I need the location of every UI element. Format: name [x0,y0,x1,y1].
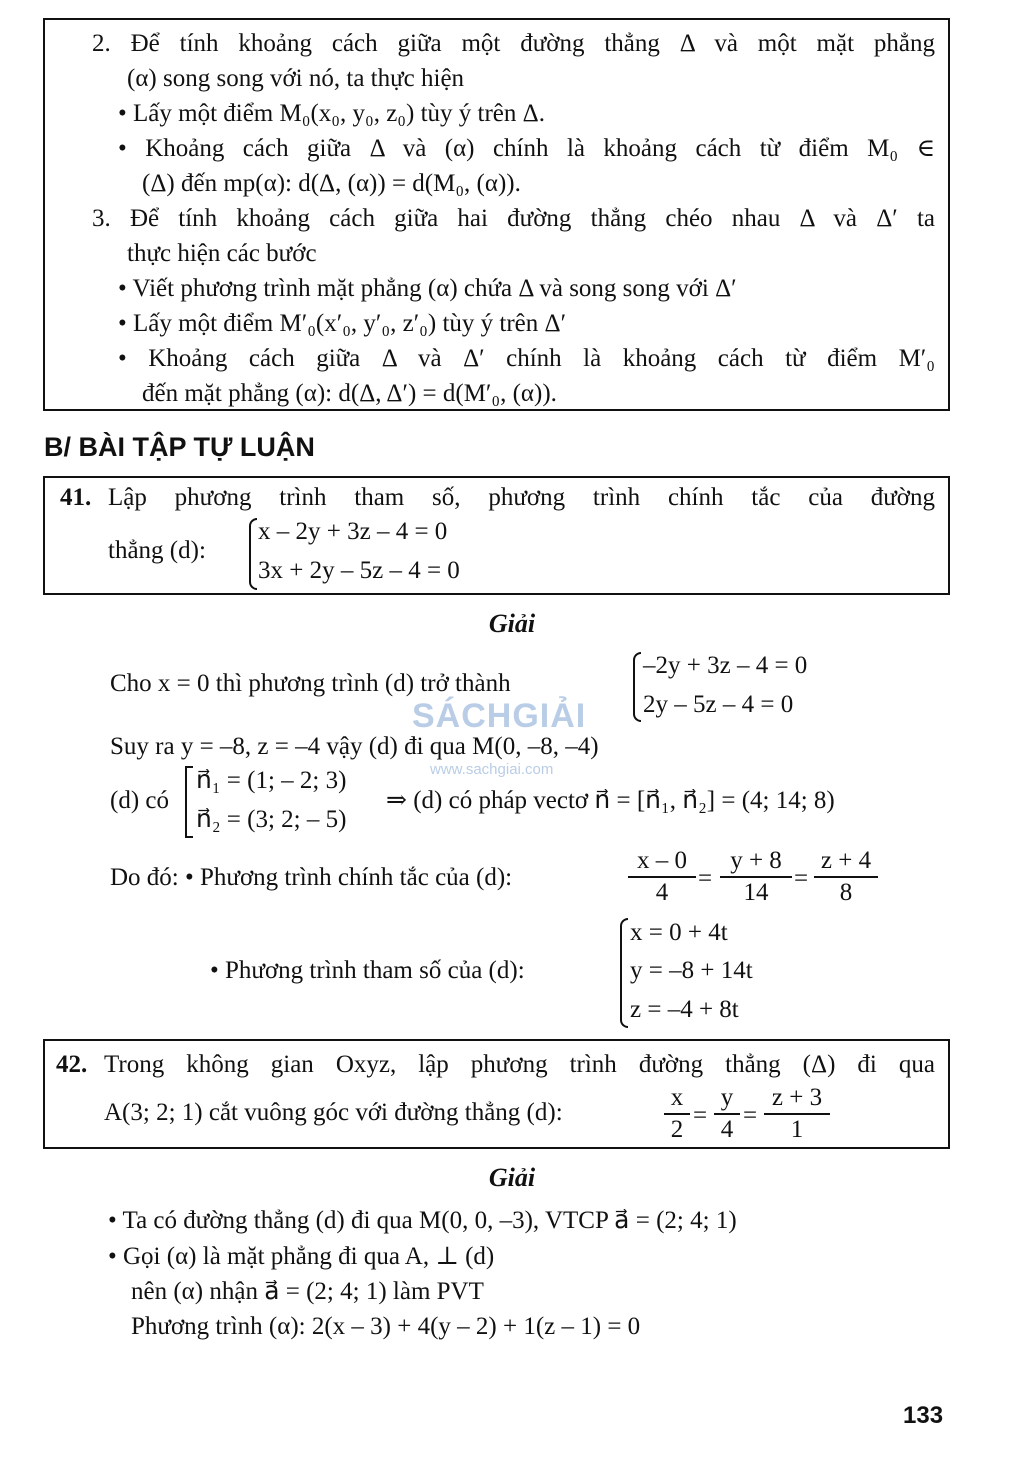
exercise-41-eq1: x – 2y + 3z – 4 = 0 [258,518,448,545]
item3-bullet3-line1: • Khoảng cách giữa Δ và Δ′ chính là khoảng cách từ điểm M′₀ [118,345,935,372]
canonical-fraction-1-num: x – 0 [628,846,696,878]
line-d-fraction-1-den: 2 [670,1116,684,1143]
section-title: B/ BÀI TẬP TỰ LUẬN [44,432,315,462]
exercise-41-eq2: 3x + 2y – 5z – 4 = 0 [258,557,460,584]
solution-41-sys-eq2: 2y – 5z – 4 = 0 [643,691,794,718]
solution-42-line4: Phương trình (α): 2(x – 3) + 4(y – 2) + 1(z – 1) = 0 [131,1313,641,1340]
parametric-z: z = –4 + 8t [630,996,739,1023]
line-d-fraction-2 [714,1083,740,1145]
normal-vector-n2: n⃗₂ = (3; 2; – 5) [196,806,347,833]
solution-42-line3: nên (α) nhận a⃗ = (2; 4; 1) làm PVT [131,1278,484,1305]
parametric-y: y = –8 + 14t [630,957,753,984]
line-d-fraction-3-den: 1 [790,1116,804,1143]
page-number: 133 [903,1402,944,1429]
canonical-fraction-2 [720,846,792,908]
solution-41-line1: Cho x = 0 thì phương trình (d) trở thành [110,670,511,697]
solution-41-sys-eq1: –2y + 3z – 4 = 0 [643,652,808,679]
exercise-42-line2-prefix: A(3; 2; 1) cắt vuông góc với đường thẳng (d): [104,1099,563,1126]
solution-41-line5-prefix: • Phương trình tham số của (d): [210,957,525,984]
line-d-fraction-1 [664,1083,690,1145]
item3-line1: 3. Để tính khoảng cách giữa hai đường thẳng chéo nhau Δ và Δ′ ta [92,205,935,232]
system-brace [620,918,628,1028]
item3-line2: thực hiện các bước [127,240,317,267]
item2-bullet2-line1: • Khoảng cách giữa Δ và (α) chính là khoảng cách từ điểm M₀ ∈ [118,135,935,162]
canonical-fraction-2-num: y + 8 [720,846,792,878]
line-d-fraction-1-num: x [664,1083,690,1115]
item2-bullet2-line2: (Δ) đến mp(α): d(Δ, (α)) = d(M₀, (α)). [142,170,521,197]
line-d-fraction-3 [764,1083,830,1145]
item2-bullet1: • Lấy một điểm M₀(x₀, y₀, z₀) tùy ý trên Δ. [118,100,545,127]
normal-vectors-bracket [185,766,193,838]
line-d-fraction-3-num: z + 3 [764,1083,830,1115]
canonical-fraction-3-num: z + 4 [814,846,878,878]
item3-bullet1: • Viết phương trình mặt phẳng (α) chứa Δ và song song với Δ′ [118,275,737,302]
solution-41-line4-prefix: Do đó: • Phương trình chính tắc của (d): [110,864,513,891]
line-d-fraction-2-den: 4 [720,1116,734,1143]
solution-41-line3-result: ⇒ (d) có pháp vectơ n⃗ = [n⃗₁, n⃗₂] = (4; 14; 8) [386,787,835,814]
equal-sign: = [698,865,713,892]
exercise-41-number: 41. [60,484,92,511]
exercise-41-line2-prefix: thẳng (d): [108,537,206,564]
equal-sign: = [693,1102,708,1129]
equal-sign: = [743,1102,758,1129]
canonical-fraction-1 [628,846,696,908]
canonical-fraction-2-den: 14 [743,879,769,906]
item3-bullet3-line2: đến mặt phẳng (α): d(Δ, Δ′) = d(M′₀, (α)). [142,380,557,407]
normal-vector-n1: n⃗₁ = (1; – 2; 3) [196,767,347,794]
solution-42-bullet1: • Ta có đường thẳng (d) đi qua M(0, 0, –3), VTCP a⃗ = (2; 4; 1) [108,1207,737,1234]
watermark-url: www.sachgiai.com [430,761,554,778]
solution-42-bullet2: • Gọi (α) là mặt phẳng đi qua A, ⊥ (d) [108,1243,495,1270]
exercise-41-line1: Lập phương trình tham số, phương trình chính tắc của đường [108,484,935,511]
canonical-fraction-3 [814,846,878,908]
equal-sign: = [794,865,809,892]
line-d-fraction-2-num: y [714,1083,740,1115]
parametric-x: x = 0 + 4t [630,919,728,946]
item2-line1: 2. Để tính khoảng cách giữa một đường thẳng Δ và một mặt phẳng [92,30,935,57]
watermark-logo: SÁCHGIẢI [412,697,587,735]
canonical-fraction-3-den: 8 [839,879,853,906]
system-brace [633,652,641,722]
item2-line2: (α) song song với nó, ta thực hiện [127,65,465,92]
item3-bullet2: • Lấy một điểm M′₀(x′₀, y′₀, z′₀) tùy ý trên Δ′ [118,310,567,337]
system-brace [249,518,257,590]
solution-41-heading: Giải [488,609,536,638]
solution-42-heading: Giải [488,1163,536,1192]
canonical-fraction-1-den: 4 [655,879,669,906]
exercise-42-number: 42. [56,1051,88,1078]
solution-41-line3-prefix: (d) có [110,787,169,814]
exercise-42-line1: Trong không gian Oxyz, lập phương trình đường thẳng (Δ) đi qua [104,1051,935,1078]
solution-41-line2: Suy ra y = –8, z = –4 vậy (d) đi qua M(0, –8, –4) [110,733,599,760]
